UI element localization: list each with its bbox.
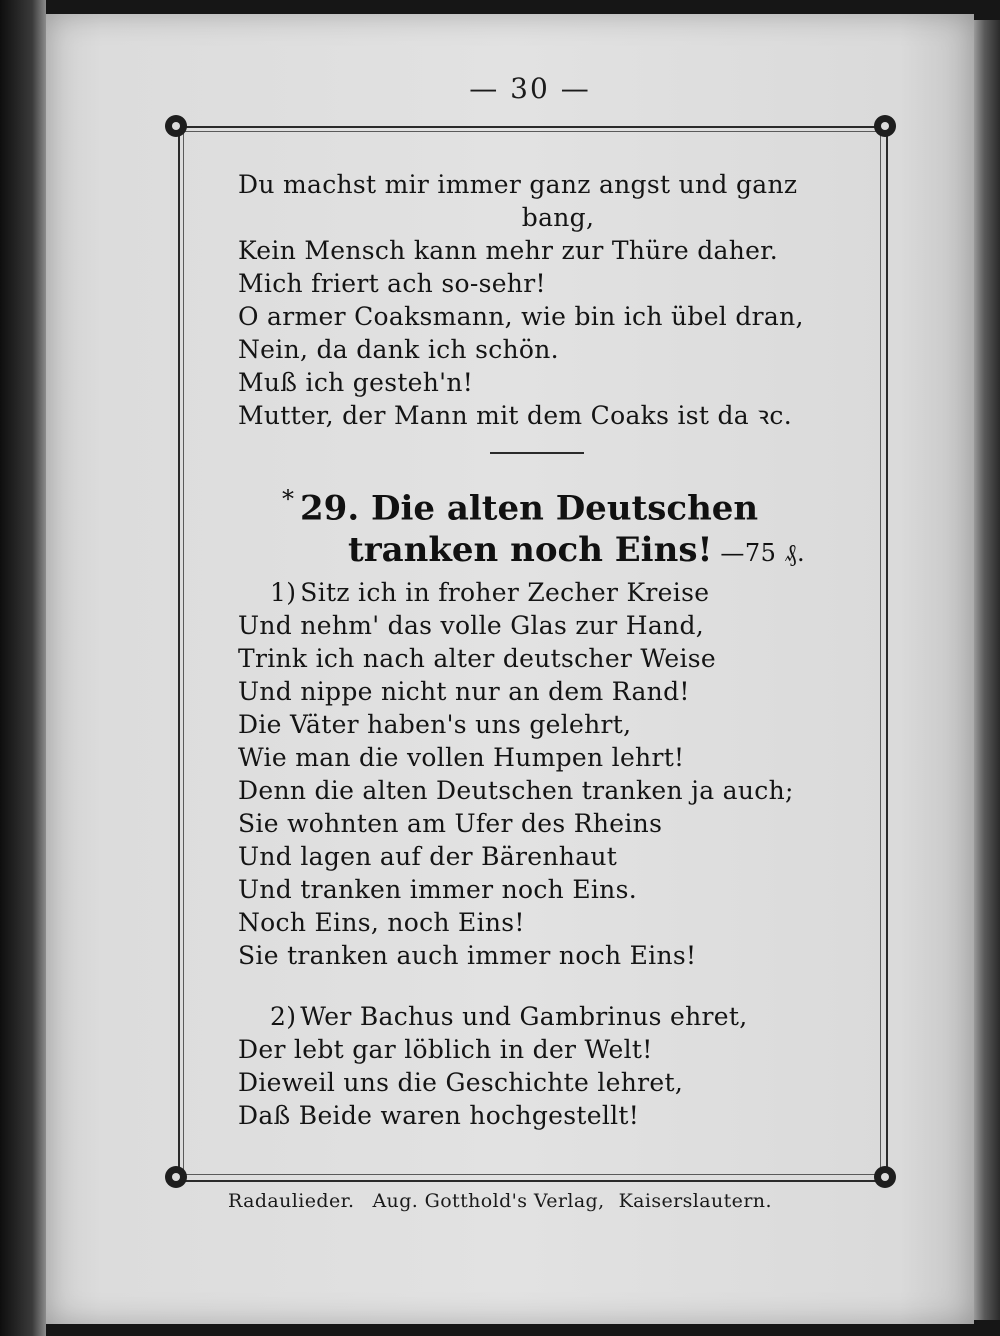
verse-line: Und lagen auf der Bärenhaut [238,842,618,871]
corner-ornament-icon [165,1166,187,1188]
verse-1 [238,576,838,972]
verse-line: Wer Bachus und Gambrinus ehret, [300,1002,748,1031]
verse-line: Daß Beide waren hochgestellt! [238,1101,640,1130]
verse-line: Und nehm' das volle Glas zur Hand, [238,611,705,640]
verse-line: Und tranken immer noch Eins. [238,875,637,904]
verse-line: Die Väter haben's uns gelehrt, [238,710,632,739]
verse-line: Der lebt gar löblich in der Welt! [238,1035,653,1064]
verse-line: Sie wohnten am Ufer des Rheins [238,809,663,838]
footer-publisher: Aug. Gotthold's Verlag, [372,1190,605,1212]
verse-line: bang, [521,203,595,232]
song-title [282,478,842,574]
book-spine [0,0,46,1336]
previous-song-ending [238,168,838,432]
section-divider [490,452,584,454]
verse-line: Denn die alten Deutschen tranken ja auch; [238,776,794,805]
verse-line: Nein, da dank ich schön. [238,335,559,364]
verse-line: Und nippe nicht nur an dem Rand! [238,677,690,706]
verse-line: Kein Mensch kann mehr zur Thüre daher. [238,236,779,265]
song-title-line2: tranken noch Eins! [348,530,713,571]
verse-line: Du machst mir immer ganz angst und ganz [238,170,798,199]
verse-number: 2) [270,1002,297,1031]
footer-collection: Radaulieder. [228,1190,355,1212]
page-stack-edge [974,20,1000,1320]
verse-line: O armer Coaksmann, wie bin ich übel dran, [238,302,804,331]
corner-ornament-icon [874,1166,896,1188]
song-title-line1: 29. Die alten Deutschen [300,488,759,529]
corner-ornament-icon [874,115,896,137]
footer-place: Kaiserslautern. [618,1190,772,1212]
verse-line: Sitz ich in froher Zecher Kreise [300,578,710,607]
verse-number: 1) [270,578,297,607]
verse-line: Wie man die vollen Humpen lehrt! [238,743,685,772]
song-marker: * [282,485,294,513]
verse-line: Mutter, der Mann mit dem Coaks ist da ꝛc. [238,401,792,430]
verse-line: Noch Eins, noch Eins! [238,908,525,937]
page-number: — 30 — [469,72,591,105]
verse-line: Sie tranken auch immer noch Eins! [238,941,697,970]
corner-ornament-icon [165,115,187,137]
verse-line: Muß ich gesteh'n! [238,368,474,397]
song-price: —75 ₰. [720,539,806,568]
verse-line: Trink ich nach alter deutscher Weise [238,644,716,673]
verse-line: Mich friert ach so-sehr! [238,269,546,298]
page-footer [228,1190,868,1212]
verse-2 [238,1000,838,1132]
verse-line: Dieweil uns die Geschichte lehret, [238,1068,684,1097]
